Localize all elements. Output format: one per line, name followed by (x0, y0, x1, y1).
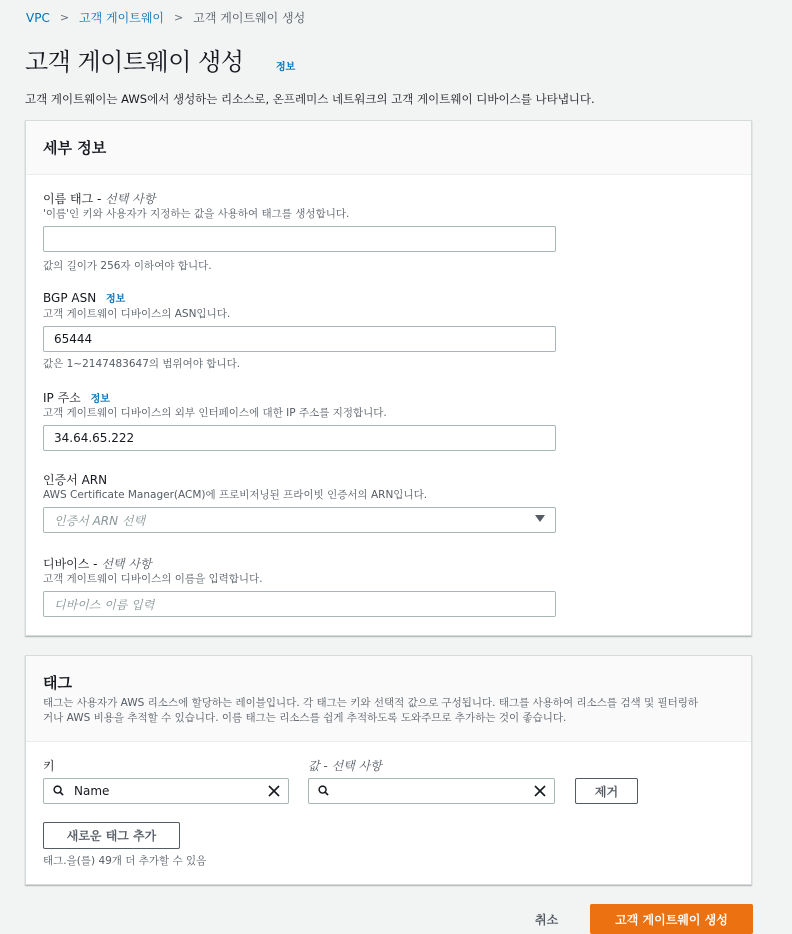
tag-key-input[interactable]: Name (43, 778, 289, 804)
caret-down-icon (535, 515, 545, 522)
breadcrumb (26, 9, 305, 26)
breadcrumb-separator: > (174, 11, 184, 24)
tag-limit-text: 태그.을(를) 49개 더 추가할 수 있음 (43, 855, 207, 867)
bgp-asn-description: 고객 게이트웨이 디바이스의 ASN입니다. (43, 308, 231, 320)
bgp-asn-constraint: 값은 1~2147483647의 범위여야 합니다. (43, 358, 241, 370)
device-input[interactable] (43, 591, 556, 617)
ip-address-description: 고객 게이트웨이 디바이스의 외부 인터페이스에 대한 IP 주소를 지정합니다. (43, 407, 387, 419)
device-label: 디바이스 - 선택 사항 (43, 557, 152, 571)
search-icon (318, 785, 329, 796)
name-tag-description: '이름'인 키와 사용자가 지정하는 값을 사용하여 태그를 생성합니다. (43, 208, 350, 220)
breadcrumb-separator: > (59, 11, 70, 24)
page-title: 고객 게이트웨이 생성 (25, 48, 244, 76)
certificate-arn-description: AWS Certificate Manager(ACM)에 프로비저닝된 프라이빗 인증서의 ARN입니다. (43, 489, 428, 501)
tags-panel-header (26, 656, 751, 742)
optional-text: 선택 사항 (101, 557, 152, 571)
clear-icon[interactable] (268, 785, 280, 797)
create-customer-gateway-button[interactable]: 고객 게이트웨이 생성 (590, 904, 753, 934)
tags-section-title: 태그 (43, 674, 72, 692)
details-panel-header (26, 121, 751, 175)
device-placeholder: 디바이스 이름 입력 (54, 597, 155, 612)
details-section-title: 세부 정보 (43, 139, 107, 157)
clear-icon[interactable] (534, 785, 546, 797)
search-icon (53, 785, 64, 796)
optional-text: 선택 사항 (331, 759, 382, 773)
name-tag-label: 이름 태그 - 선택 사항 (43, 192, 156, 206)
remove-tag-button[interactable]: 제거 (575, 778, 638, 804)
tag-value-input[interactable] (308, 778, 555, 804)
ip-address-input[interactable]: 34.64.65.222 (43, 425, 556, 451)
tags-panel (25, 655, 752, 885)
cancel-button[interactable]: 취소 (535, 913, 559, 927)
breadcrumb-link-vpc[interactable]: VPC (26, 10, 50, 25)
bgp-asn-info-link[interactable]: 정보 (106, 294, 126, 305)
ip-address-label: IP 주소 정보 (43, 391, 110, 405)
certificate-arn-label: 인증서 ARN (43, 473, 108, 487)
tags-description-line2: 거나 AWS 비용을 추적할 수 있습니다. 이름 태그는 리소스를 쉽게 추적하도록 도와주므로 추가하는 것이 좋습니다. (43, 712, 567, 724)
info-link[interactable]: 정보 (276, 62, 296, 73)
tags-description-line1: 태그는 사용자가 AWS 리소스에 할당하는 레이블입니다. 각 태그는 키와 선택적 값으로 구성됩니다. 태그를 사용하여 리소스를 검색 및 필터링하 (43, 697, 699, 709)
breadcrumb-link-customer-gateways[interactable]: 고객 게이트웨이 (79, 11, 165, 25)
certificate-arn-select[interactable] (43, 507, 556, 533)
tag-key-label: 키 (43, 759, 55, 773)
certificate-arn-placeholder: 인증서 ARN 선택 (54, 513, 146, 528)
page-description: 고객 게이트웨이는 AWS에서 생성하는 리소스로, 온프레미스 네트워크의 고객 게이트웨이 디바이스를 나타냅니다. (25, 92, 595, 106)
bgp-asn-input[interactable]: 65444 (43, 326, 556, 352)
tag-value-label: 값 - 선택 사항 (308, 759, 382, 773)
device-description: 고객 게이트웨이 디바이스의 이름을 입력합니다. (43, 573, 263, 585)
ip-address-info-link[interactable]: 정보 (90, 394, 110, 405)
breadcrumb-current: 고객 게이트웨이 생성 (193, 11, 306, 25)
name-tag-input[interactable] (43, 226, 556, 252)
bgp-asn-label: BGP ASN 정보 (43, 291, 126, 305)
add-tag-button[interactable]: 새로운 태그 추가 (43, 822, 180, 849)
optional-text: 선택 사항 (105, 192, 156, 206)
name-tag-constraint: 값의 길이가 256자 이하여야 합니다. (43, 260, 212, 272)
